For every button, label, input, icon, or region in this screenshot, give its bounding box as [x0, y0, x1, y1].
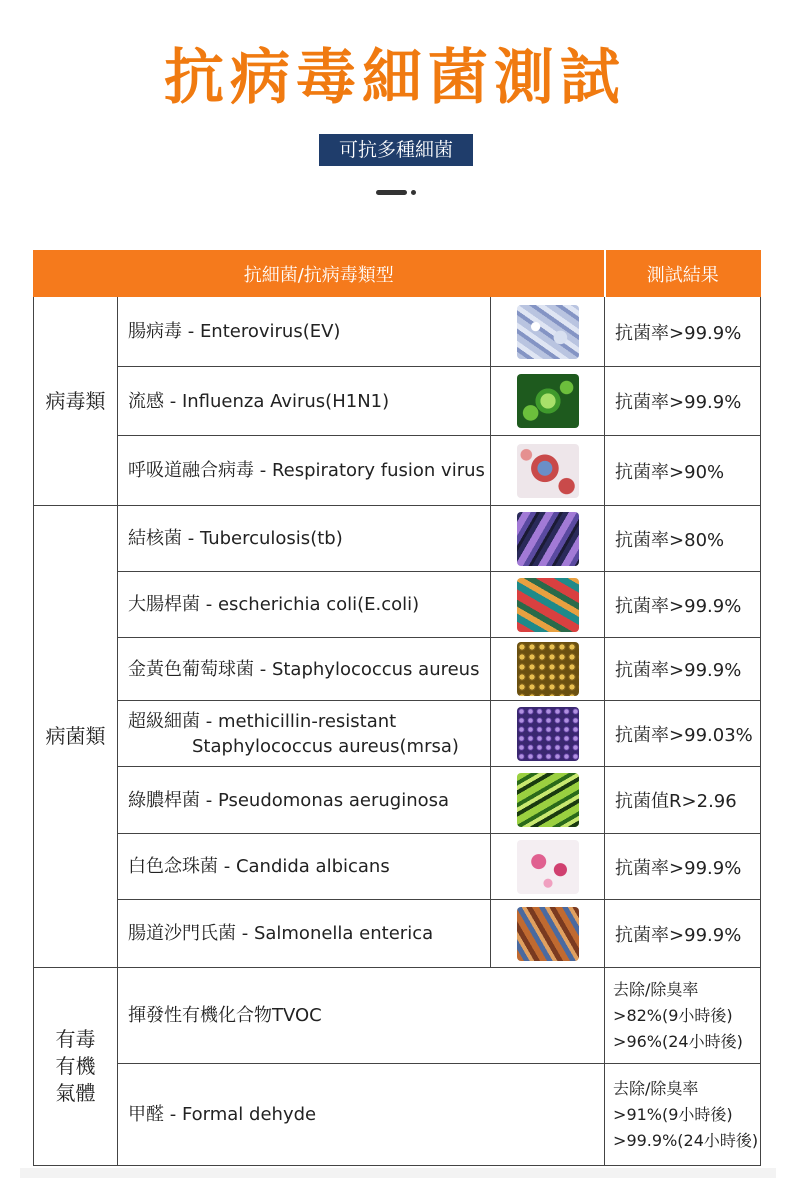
divider-dot — [411, 190, 416, 195]
table-row — [34, 436, 761, 506]
ecoli-image — [517, 578, 579, 632]
table-row — [34, 506, 761, 572]
row-name: 腸病毒 - Enterovirus(EV) — [118, 297, 491, 367]
row-result: 抗菌率>99.9% — [605, 572, 761, 638]
row-result: 抗菌值R>2.96 — [605, 767, 761, 834]
table-row — [34, 572, 761, 638]
row-result: 去除/除臭率 >82%(9小時後) >96%(24小時後) — [605, 968, 761, 1064]
table-row — [34, 1064, 761, 1166]
row-name: 白色念珠菌 - Candida albicans — [118, 834, 491, 900]
row-result: 去除/除臭率 >91%(9小時後) >99.9%(24小時後) — [605, 1064, 761, 1166]
candida-image — [517, 840, 579, 894]
table-row — [34, 367, 761, 436]
table-row — [34, 701, 761, 767]
table-row — [34, 767, 761, 834]
pseudomonas-image — [517, 773, 579, 827]
divider-dash — [376, 190, 407, 195]
column-header-type: 抗細菌/抗病毒類型 — [34, 251, 605, 297]
row-name: 揮發性有機化合物TVOC — [118, 968, 605, 1064]
bottom-strip — [20, 1168, 776, 1178]
page-title: 抗病毒細菌測試 — [164, 43, 626, 113]
subtitle-badge: 可抗多種細菌 — [319, 134, 473, 166]
enterovirus-image — [517, 305, 579, 359]
table-row — [34, 638, 761, 701]
category-bacteria: 病菌類 — [34, 506, 118, 968]
row-result: 抗菌率>99.9% — [605, 834, 761, 900]
row-result: 抗菌率>99.9% — [605, 297, 761, 367]
category-toxic-gas: 有毒 有機 氣體 — [34, 968, 118, 1166]
row-name: 流感 - Influenza Avirus(H1N1) — [118, 367, 491, 436]
staphylococcus-image — [517, 642, 579, 696]
mrsa-image — [517, 707, 579, 761]
row-result: 抗菌率>99.9% — [605, 900, 761, 968]
row-name: 呼吸道融合病毒 - Respiratory fusion virus — [118, 436, 491, 506]
column-header-result: 測試結果 — [605, 251, 761, 297]
respiratory-virus-image — [517, 444, 579, 498]
row-name: 超級細菌 - methicillin-resistant — [128, 710, 397, 732]
table-row — [34, 834, 761, 900]
row-name: 甲醛 - Formal dehyde — [118, 1064, 605, 1166]
row-name: 腸道沙門氏菌 - Salmonella enterica — [118, 900, 491, 968]
row-name: 結核菌 - Tuberculosis(tb) — [118, 506, 491, 572]
table-header-row — [34, 251, 761, 297]
row-result: 抗菌率>90% — [605, 436, 761, 506]
tuberculosis-image — [517, 512, 579, 566]
row-name: 大腸桿菌 - escherichia coli(E.coli) — [118, 572, 491, 638]
category-virus: 病毒類 — [34, 297, 118, 506]
row-result: 抗菌率>99.03% — [605, 701, 761, 767]
table-row — [34, 297, 761, 367]
salmonella-image — [517, 907, 579, 961]
influenza-image — [517, 374, 579, 428]
row-name: 金黃色葡萄球菌 - Staphylococcus aureus — [118, 638, 491, 701]
row-result: 抗菌率>99.9% — [605, 638, 761, 701]
table-row — [34, 900, 761, 968]
test-results-table — [33, 250, 761, 1166]
row-name: 綠膿桿菌 - Pseudomonas aeruginosa — [118, 767, 491, 834]
row-result: 抗菌率>99.9% — [605, 367, 761, 436]
table-row — [34, 968, 761, 1064]
row-name-continued: Staphylococcus aureus(mrsa) — [192, 735, 459, 757]
row-result: 抗菌率>80% — [605, 506, 761, 572]
